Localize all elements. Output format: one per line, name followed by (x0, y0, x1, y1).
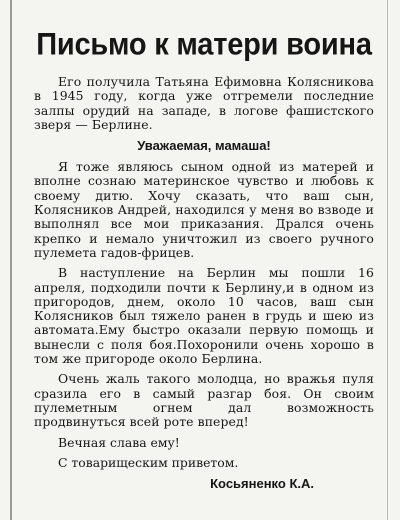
article-title: Письмо к матери воина (36, 27, 372, 63)
letter-glory-line: Вечная слава ему! (58, 434, 180, 450)
letter-paragraph-3: Очень жаль такого молодца, но вражья пуля сразила его в самый разгар боя. Он своим пулеметным огнем дал возможность продвинуться всей роте вперед! (34, 371, 374, 430)
clipping-left-edge (10, 0, 12, 520)
letter-paragraph-1: Я тоже являюсь сыном одной из матерей и вполне сознаю материнское чувство и любовь к своему дитю. Хочу сказать, что ваш сын, Колясников Андрей, находился у меня во взводе и выполнял все мои приказания. Дрался очень крепко и немало уничтожил из своего ручного пулемета гадов-фрицев. (34, 159, 374, 260)
letter-paragraph-2: В наступление на Берлин мы пошли 16 апреля, подходили почти к Берлину,и в одном из пригородов, днем, около 10 часов, ваш сын Колясников был тяжело ранен в грудь и шею из автомата.Ему быстро оказали первую помощь и вынесли с поля боя.Похоронили очень хорошо в том же пригороде около Берлина. (34, 265, 374, 367)
letter-salutation: Уважаемая, мамаша! (137, 138, 271, 154)
article-intro: Его получила Татьяна Ефимовна Колясникова в 1945 году, когда уже отгремели последние залпы орудий на западе, в логове фашистского зверя — Берлине. (34, 74, 374, 132)
letter-regards: С товарищеским приветом. (58, 454, 239, 470)
clipping-right-edge (387, 0, 388, 520)
letter-signature: Косьяненко К.А. (210, 476, 314, 492)
